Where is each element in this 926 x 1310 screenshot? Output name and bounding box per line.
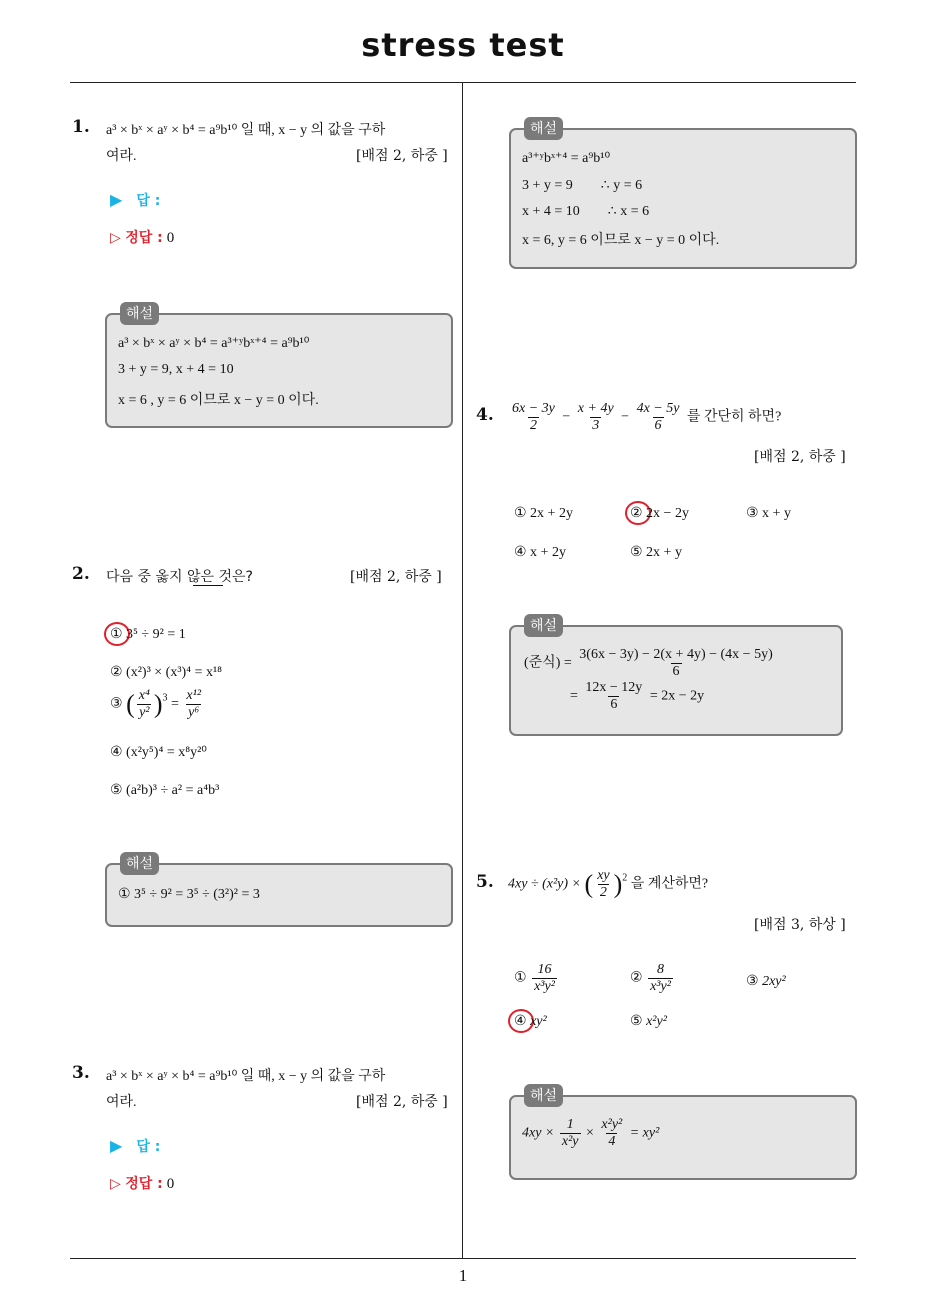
minus-sign: −: [621, 409, 630, 425]
frac-num: 6x − 3y: [512, 401, 555, 416]
option-4[interactable]: [514, 1013, 547, 1030]
correct-label: 정답 :: [125, 230, 163, 246]
fraction: [532, 962, 557, 995]
equals-sign: =: [570, 688, 578, 704]
page-title: stress test: [361, 26, 565, 64]
frac-num: 8: [656, 962, 664, 977]
outline-triangle-icon: ▷: [110, 1176, 126, 1192]
equals-sign: =: [171, 696, 183, 712]
exponent: 3: [162, 692, 168, 704]
play-icon: ▶: [110, 1136, 123, 1155]
expl-lhs: (준식) =: [524, 655, 572, 671]
frac-num: 4x − 5y: [636, 401, 680, 416]
question-3-answer-line: [110, 1136, 160, 1156]
question-1-text-2: 여라.: [106, 149, 137, 164]
frac-den: 6: [610, 697, 618, 712]
question-3-correct: [110, 1173, 174, 1193]
frac-num: x²y²: [601, 1117, 623, 1132]
question-4-meta: [배점 2, 하중 ]: [754, 449, 846, 465]
question-3-text-2: 여라.: [106, 1095, 137, 1110]
frac-num: x⁴: [138, 688, 150, 703]
option-3[interactable]: ③ x + y: [746, 506, 791, 521]
question-2-text: 다음 중 옳지 않은 것은?: [106, 569, 253, 585]
question-1-answer-line: [110, 190, 160, 210]
option-3-frac-in: [137, 688, 152, 721]
option-label: ②: [630, 970, 643, 986]
frac-den: 6: [654, 418, 662, 433]
option-text: xy²: [530, 1014, 547, 1029]
question-2-meta: [배점 2, 하중 ]: [350, 569, 442, 585]
option-text: 2xy²: [762, 974, 786, 989]
fraction: [576, 401, 616, 434]
explanation-line: a³⁺ʸbˣ⁺⁴ = a⁹b¹⁰: [522, 151, 611, 166]
option-4[interactable]: ④ x + 2y: [514, 545, 566, 560]
option-2[interactable]: ② (x²)³ × (x³)⁴ = x¹⁸: [110, 665, 223, 680]
question-5-number: 5.: [476, 872, 494, 892]
fraction: [648, 962, 673, 995]
frac-num: 3(6x − 3y) − 2(x + 4y) − (4x − 5y): [579, 647, 773, 662]
frac-num: 12x − 12y: [585, 680, 643, 695]
option-2[interactable]: [630, 962, 675, 995]
expr-prefix: 4xy ÷ (x²y) ×: [508, 876, 582, 892]
column-divider: [462, 83, 463, 1259]
frac-num: x¹²: [186, 688, 202, 703]
frac-den: x³y²: [650, 979, 671, 994]
fraction: [595, 868, 611, 901]
answer-label: 답 :: [136, 193, 161, 209]
frac-den: 4: [608, 1134, 616, 1149]
page-number: 1: [458, 1266, 468, 1285]
play-icon: ▶: [110, 190, 123, 209]
expl-prefix: 4xy ×: [522, 1125, 555, 1141]
fraction: [510, 401, 557, 434]
top-rule: [70, 82, 856, 83]
question-4-expression: [508, 401, 781, 434]
correct-value: 0: [166, 1176, 175, 1192]
frac-den: 6: [672, 664, 680, 679]
explanation-line: ① 3⁵ ÷ 9² = 3⁵ ÷ (3²)² = 3: [118, 887, 260, 902]
paren-left: (: [126, 689, 135, 719]
question-3-meta: [배점 2, 하중 ]: [356, 1094, 448, 1110]
option-1[interactable]: ① 3⁵ ÷ 9² = 1: [110, 627, 186, 642]
explanation-line: x = 6 , y = 6 이므로 x − y = 0 이다.: [118, 393, 319, 408]
option-5[interactable]: ⑤ 2x + y: [630, 545, 682, 560]
option-text: x²y²: [646, 1014, 667, 1029]
explanation-line: 3 + y = 9, x + 4 = 10: [118, 362, 234, 377]
option-3[interactable]: [746, 973, 786, 990]
paren-right: ): [613, 869, 623, 899]
option-label: ①: [514, 970, 527, 986]
explanation-line: [524, 647, 777, 680]
question-1-correct: [110, 227, 174, 247]
fraction: [599, 1117, 624, 1150]
explanation-tag: 해설: [524, 614, 563, 637]
fraction: [583, 680, 644, 713]
option-5[interactable]: ⑤ (a²b)³ ÷ a² = a⁴b³: [110, 783, 220, 798]
option-label: ④: [514, 1014, 527, 1029]
option-2[interactable]: ② 2x − 2y: [630, 506, 689, 521]
explanation-line: x = 6, y = 6 이므로 x − y = 0 이다.: [522, 233, 720, 248]
explanation-line: [522, 1117, 659, 1150]
question-3-number: 3.: [72, 1063, 90, 1083]
option-label: ⑤: [630, 1014, 643, 1029]
question-1-number: 1.: [72, 117, 90, 137]
question-4-suffix: 를 간단히 하면?: [686, 409, 782, 425]
fraction: [577, 647, 774, 680]
option-4[interactable]: ④ (x²y⁵)⁴ = x⁸y²⁰: [110, 745, 207, 760]
times-sign: ×: [586, 1125, 594, 1141]
frac-num: 1: [566, 1117, 574, 1132]
option-3[interactable]: [110, 688, 205, 721]
question-5-meta: [배점 3, 하상 ]: [754, 917, 846, 933]
frac-num: x + 4y: [577, 401, 614, 416]
option-1[interactable]: [514, 962, 559, 995]
explanation-line: a³ × bˣ × aʸ × b⁴ = a³⁺ʸbˣ⁺⁴ = a⁹b¹⁰: [118, 336, 310, 351]
exponent: 2: [622, 872, 628, 884]
question-2-number: 2.: [72, 564, 90, 584]
option-label: ③: [746, 974, 759, 989]
explanation-tag: 해설: [524, 117, 563, 140]
bottom-rule: [70, 1258, 856, 1259]
correct-label: 정답 :: [125, 1176, 163, 1192]
option-3-label: ③: [110, 696, 123, 712]
underline-mark: [193, 585, 223, 586]
explanation-line: [570, 680, 704, 713]
question-5-expression: [508, 868, 708, 901]
outline-triangle-icon: ▷: [110, 230, 126, 246]
fraction: [560, 1117, 581, 1150]
question-4-number: 4.: [476, 405, 494, 425]
paren-right: ): [153, 689, 163, 719]
question-3-text: a³ × bˣ × aʸ × b⁴ = a⁹b¹⁰ 일 때, x − y 의 값을 구하: [106, 1069, 386, 1084]
frac-den: x³y²: [534, 979, 555, 994]
question-1-meta: [배점 2, 하중 ]: [356, 148, 448, 164]
frac-den: 2: [599, 885, 607, 900]
explanation-tag: 해설: [524, 1084, 563, 1107]
question-1-text: a³ × bˣ × aʸ × b⁴ = a⁹b¹⁰ 일 때, x − y 의 값을 구하: [106, 123, 386, 138]
expl-rest: = xy²: [629, 1125, 660, 1141]
answer-label: 답 :: [136, 1139, 161, 1155]
option-5[interactable]: [630, 1013, 667, 1030]
frac-den: x²y: [561, 1134, 579, 1149]
fraction: [635, 401, 682, 434]
explanation-line: 3 + y = 9 ∴ y = 6: [522, 178, 643, 193]
option-1[interactable]: ① 2x + 2y: [514, 506, 573, 521]
correct-value: 0: [166, 230, 175, 246]
option-3-frac-out: [184, 688, 203, 721]
paren-left: (: [584, 869, 594, 899]
question-5-suffix: 을 계산하면?: [630, 876, 709, 892]
explanation-tag: 해설: [120, 302, 159, 325]
explanation-line: x + 4 = 10 ∴ x = 6: [522, 204, 650, 219]
frac-den: 3: [592, 418, 600, 433]
frac-den: y²: [139, 705, 150, 720]
frac-den: 2: [529, 418, 537, 433]
expl-rest: = 2x − 2y: [649, 688, 705, 704]
frac-num: 16: [537, 962, 552, 977]
explanation-tag: 해설: [120, 852, 159, 875]
minus-sign: −: [562, 409, 571, 425]
frac-den: y⁶: [188, 705, 200, 720]
frac-num: xy: [597, 868, 610, 883]
